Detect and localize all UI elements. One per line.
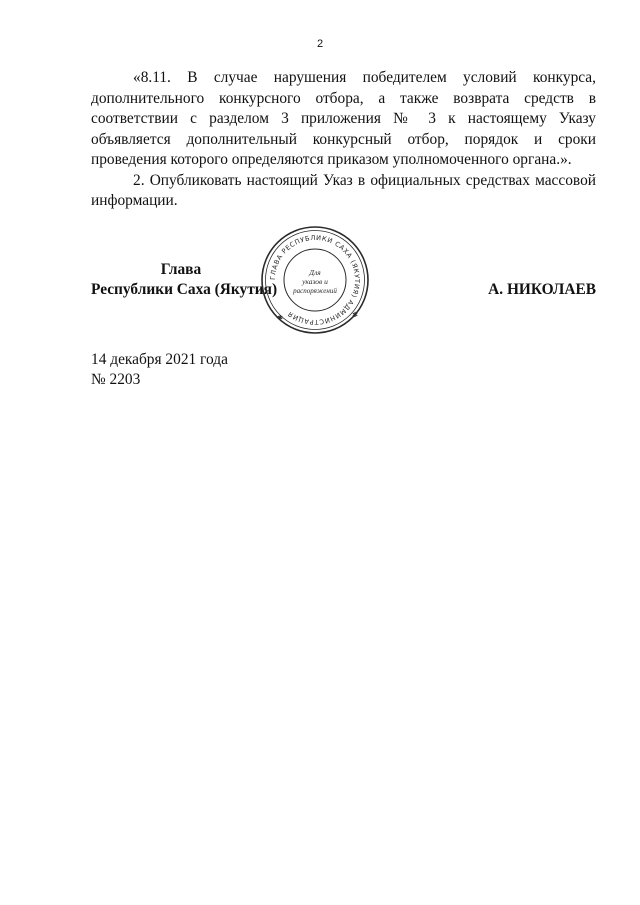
svg-text:✱: ✱ [277, 314, 283, 322]
paragraph-publish: 2. Опубликовать настоящий Указ в официальных средствах массовой информации. [91, 171, 596, 209]
signatory-title-line-1: Глава [160, 261, 202, 278]
document-date-block [91, 350, 228, 390]
page-number: 2 [316, 38, 324, 50]
signatory-title [91, 260, 281, 300]
document-body [91, 68, 596, 212]
seal-center-line-3: распоряжений [293, 287, 337, 295]
svg-text:✱: ✱ [352, 311, 358, 319]
seal-center-line-2: указов и [302, 277, 328, 286]
document-number: № 2203 [91, 371, 141, 388]
document-date: 14 декабря 2021 года [91, 351, 228, 368]
seal-outer-text: ГЛАВА РЕСПУБЛИКИ САХА (ЯКУТИЯ) АДМИНИСТРАЦИЯ [268, 233, 362, 327]
signatory-name: А. НИКОЛАЕВ [488, 281, 596, 298]
paragraph-amendment: «8.11. В случае нарушения победителем условий конкурса, дополнительного конкурсного отбора, а также возврата средств в соответствии с разделом 3 приложения № 3 к настоящему Указу объявляется дополнительный конкурсный отбор, порядок и сроки проведения которого определяются приказом уполномоченного органа.». [91, 69, 596, 168]
signatory-title-line-2: Республики Саха (Якутия) [91, 281, 278, 298]
seal-center-line-1: Для [309, 268, 321, 277]
official-seal-stamp-icon [260, 225, 370, 335]
